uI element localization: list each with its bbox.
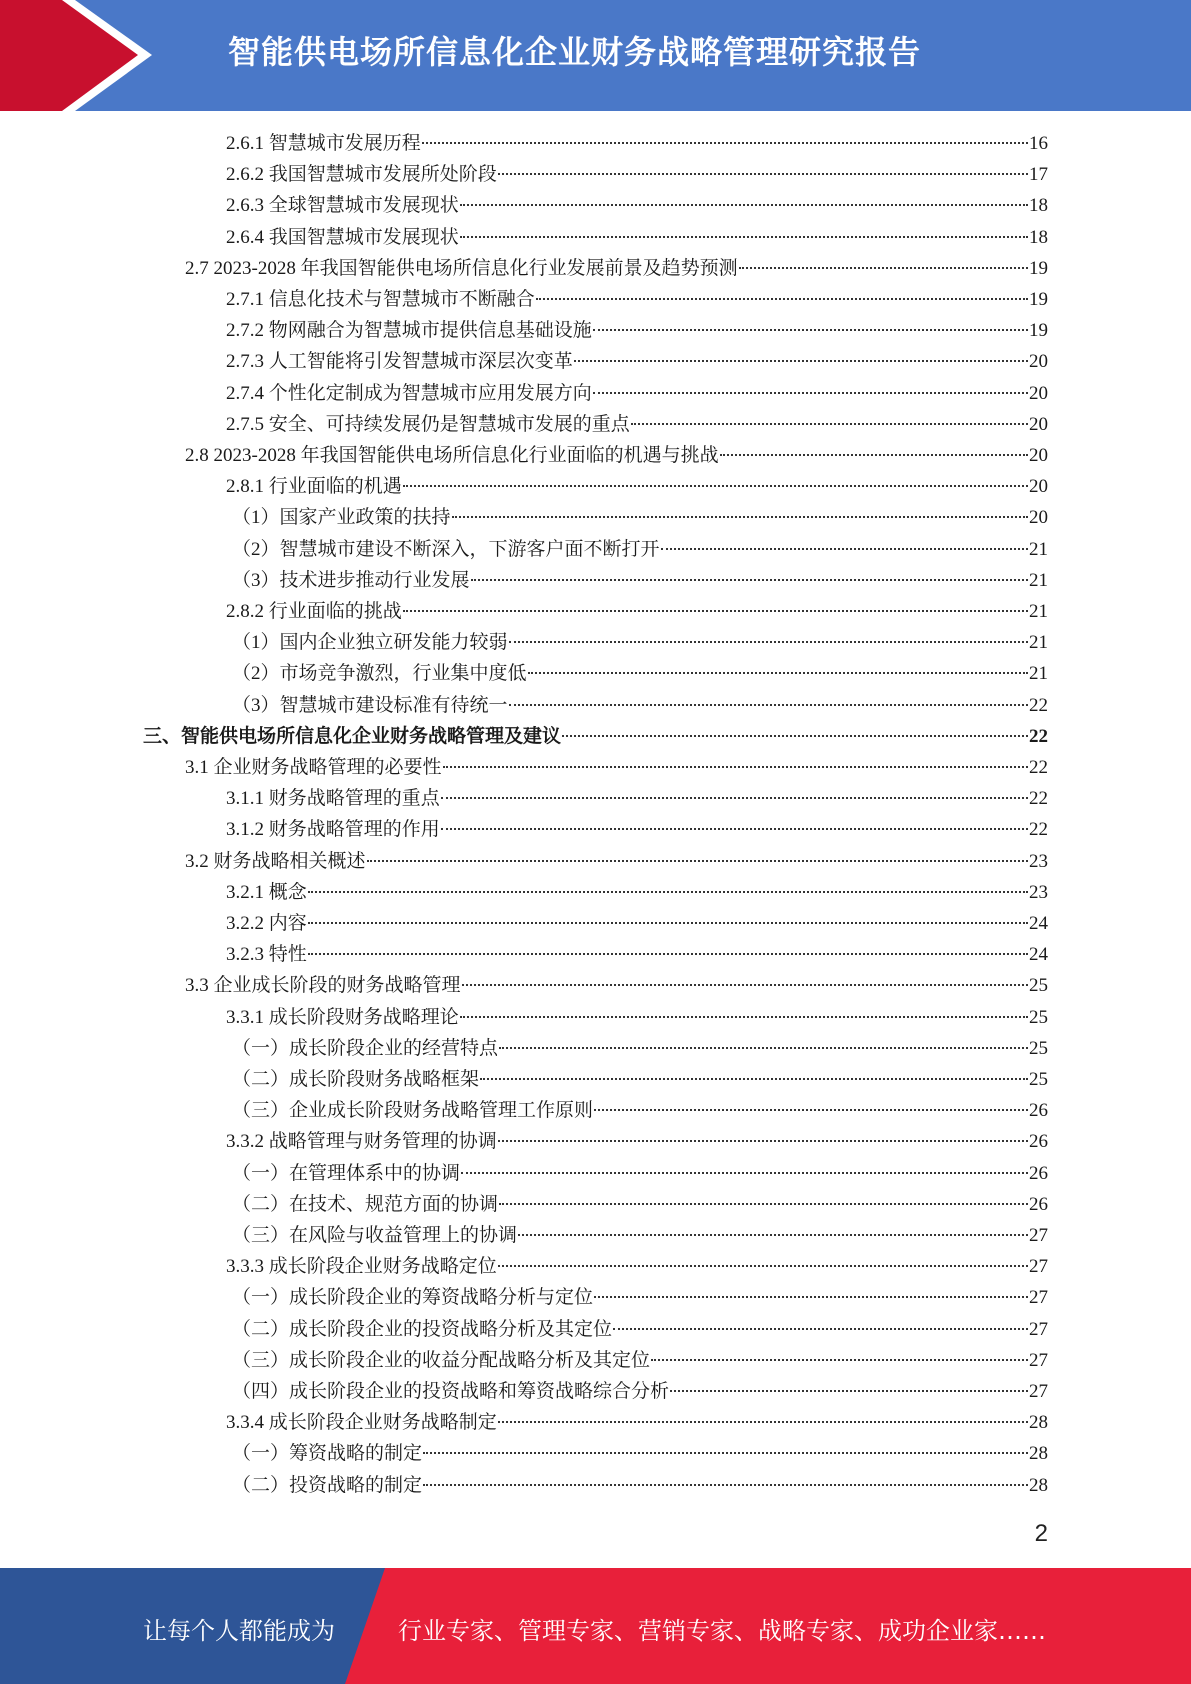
toc-leader-dots xyxy=(498,1421,1028,1423)
toc-leader-dots xyxy=(651,1359,1028,1361)
toc-entry[interactable] xyxy=(185,440,1048,471)
toc-entry-page: 27 xyxy=(1029,1318,1048,1340)
page-number: 2 xyxy=(1034,1520,1048,1547)
toc-entry-title: （三）成长阶段企业的收益分配战略分析及其定位 xyxy=(232,1349,651,1371)
toc-entry-page: 25 xyxy=(1029,1037,1048,1059)
toc-entry-title: （1）国内企业独立研发能力较弱 xyxy=(232,632,508,654)
toc-entry[interactable] xyxy=(226,190,1048,221)
toc-leader-dots xyxy=(670,1390,1028,1392)
toc-leader-dots xyxy=(422,142,1028,144)
toc-leader-dots xyxy=(536,298,1028,300)
toc-entry-page: 19 xyxy=(1029,257,1048,279)
toc-entry-title: （一）成长阶段企业的筹资战略分析与定位 xyxy=(232,1287,594,1309)
toc-leader-dots xyxy=(613,1328,1028,1330)
toc-entry-page: 26 xyxy=(1029,1131,1048,1153)
toc-entry[interactable] xyxy=(226,409,1048,440)
toc-entry-page: 19 xyxy=(1029,289,1048,310)
toc-entry-page: 24 xyxy=(1029,944,1048,966)
toc-entry-title: 2.7.1 信息化技术与智慧城市不断融合 xyxy=(226,289,535,310)
toc-entry-page: 27 xyxy=(1029,1225,1048,1246)
toc-entry-title: 2.7.4 个性化定制成为智慧城市应用发展方向 xyxy=(226,382,592,404)
toc-entry[interactable] xyxy=(226,222,1048,253)
toc-entry-page: 19 xyxy=(1029,320,1048,342)
toc-entry-page: 20 xyxy=(1029,507,1048,529)
toc-leader-dots xyxy=(471,579,1028,581)
toc-entry[interactable] xyxy=(185,970,1048,1001)
footer-slogan-left: 让每个人都能成为 xyxy=(143,1617,335,1645)
toc-entry[interactable] xyxy=(232,1189,1048,1220)
toc-entry-page: 27 xyxy=(1029,1287,1048,1309)
toc-entry-title: （2）智慧城市建设不断深入，下游客户面不断打开 xyxy=(232,538,660,560)
toc-leader-dots xyxy=(498,1265,1028,1267)
toc-leader-dots xyxy=(367,860,1028,862)
toc-entry-title: （二）成长阶段财务战略框架 xyxy=(232,1069,480,1090)
toc-entry-title: 2.6.3 全球智慧城市发展现状 xyxy=(226,195,459,217)
toc-entry-title: 3.1.2 财务战略管理的作用 xyxy=(226,819,440,841)
toc-entry[interactable] xyxy=(185,253,1048,284)
toc-leader-dots xyxy=(739,267,1028,269)
toc-entry[interactable] xyxy=(232,1158,1048,1189)
toc-leader-dots xyxy=(460,204,1028,206)
toc-entry[interactable] xyxy=(226,1251,1048,1282)
toc-entry-title: （一）成长阶段企业的经营特点 xyxy=(232,1037,499,1059)
toc-entry[interactable] xyxy=(232,534,1048,565)
toc-entry-title: 3.3.4 成长阶段企业财务战略制定 xyxy=(226,1412,497,1434)
toc-leader-dots xyxy=(423,1484,1028,1486)
toc-entry[interactable] xyxy=(232,1033,1048,1064)
toc-entry-title: （2）市场竞争激烈，行业集中度低 xyxy=(232,663,527,685)
toc-entry[interactable] xyxy=(226,1407,1048,1438)
toc-entry-title: 三、智能供电场所信息化企业财务战略管理及建议 xyxy=(143,725,562,747)
toc-entry-title: （3）技术进步推动行业发展 xyxy=(232,569,470,591)
toc-entry-page: 18 xyxy=(1029,226,1048,248)
toc-leader-dots xyxy=(574,360,1028,362)
toc-entry-title: （二）投资战略的制定 xyxy=(232,1474,423,1496)
toc-entry-page: 20 xyxy=(1029,382,1048,404)
toc-entry[interactable] xyxy=(232,565,1048,596)
toc-leader-dots xyxy=(441,797,1028,799)
toc-leader-dots xyxy=(452,516,1028,518)
toc-entry-page: 25 xyxy=(1029,1069,1048,1090)
toc-leader-dots xyxy=(720,454,1028,456)
toc-entry[interactable] xyxy=(232,1282,1048,1313)
toc-entry-title: （3）智慧城市建设标准有待统一 xyxy=(232,694,508,716)
toc-entry-page: 24 xyxy=(1029,913,1048,934)
toc-leader-dots xyxy=(308,891,1028,893)
toc-leader-dots xyxy=(403,610,1028,612)
toc-entry-title: 2.7.3 人工智能将引发智慧城市深层次变革 xyxy=(226,351,573,373)
toc-leader-dots xyxy=(460,1016,1028,1018)
toc-entry-title: （三）企业成长阶段财务战略管理工作原则 xyxy=(232,1100,594,1122)
toc-entry-title: 2.7 2023-2028 年我国智能供电场所信息化行业发展前景及趋势预测 xyxy=(185,257,738,279)
toc-entry-page: 16 xyxy=(1029,133,1048,154)
toc-leader-dots xyxy=(661,548,1028,550)
toc-entry-title: 2.8.1 行业面临的机遇 xyxy=(226,476,402,498)
toc-entry-title: 2.8 2023-2028 年我国智能供电场所信息化行业面临的机遇与挑战 xyxy=(185,445,719,466)
header-arrow-red xyxy=(0,0,138,111)
toc-leader-dots xyxy=(509,641,1028,643)
toc-entry-page: 28 xyxy=(1029,1443,1048,1465)
toc-leader-dots xyxy=(480,1078,1028,1080)
toc-entry-page: 20 xyxy=(1029,476,1048,498)
toc-entry-page: 27 xyxy=(1029,1349,1048,1371)
toc-entry-title: 3.3.1 成长阶段财务战略理论 xyxy=(226,1006,459,1028)
footer-slogan-right: 行业专家、管理专家、营销专家、战略专家、成功企业家…… xyxy=(398,1617,1046,1645)
toc-entry-page: 21 xyxy=(1029,601,1048,622)
toc-entry[interactable] xyxy=(226,159,1048,190)
toc-entry-page: 17 xyxy=(1029,164,1048,186)
toc-entry-title: （三）在风险与收益管理上的协调 xyxy=(232,1225,518,1246)
toc-entry-page: 25 xyxy=(1029,1006,1048,1028)
toc-entry-page: 27 xyxy=(1029,1256,1048,1278)
toc-entry-title: 2.6.4 我国智慧城市发展现状 xyxy=(226,226,459,248)
toc-entry[interactable] xyxy=(226,1002,1048,1033)
toc-leader-dots xyxy=(594,1296,1028,1298)
toc-entry-page: 21 xyxy=(1029,538,1048,560)
toc-entry-page: 21 xyxy=(1029,632,1048,654)
toc-entry[interactable] xyxy=(226,596,1048,627)
toc-entry-title: 3.1.1 财务战略管理的重点 xyxy=(226,788,440,810)
toc-entry-page: 18 xyxy=(1029,195,1048,217)
toc-entry-title: 2.6.2 我国智慧城市发展所处阶段 xyxy=(226,164,497,186)
toc-leader-dots xyxy=(460,236,1028,238)
toc-entry-title: 3.3.3 成长阶段企业财务战略定位 xyxy=(226,1256,497,1278)
toc-entry[interactable] xyxy=(232,627,1048,658)
toc-entry-page: 21 xyxy=(1029,663,1048,685)
toc-entry[interactable] xyxy=(232,1314,1048,1345)
toc-entry[interactable] xyxy=(143,721,1048,752)
toc-entry[interactable] xyxy=(232,690,1048,721)
toc-entry[interactable] xyxy=(232,1345,1048,1376)
toc-leader-dots xyxy=(528,672,1028,674)
toc-leader-dots xyxy=(499,1203,1028,1205)
toc-entry-title: 3.1 企业财务战略管理的必要性 xyxy=(185,757,442,778)
toc-entry[interactable] xyxy=(232,658,1048,689)
toc-leader-dots xyxy=(308,922,1028,924)
toc-entry-title: 2.7.2 物网融合为智慧城市提供信息基础设施 xyxy=(226,320,592,342)
toc-entry-title: 3.2.3 特性 xyxy=(226,944,307,966)
toc-entry-page: 22 xyxy=(1029,757,1048,778)
toc-entry-title: 3.3 企业成长阶段的财务战略管理 xyxy=(185,975,461,997)
toc-entry-page: 22 xyxy=(1029,725,1048,747)
toc-entry-page: 23 xyxy=(1029,850,1048,872)
toc-leader-dots xyxy=(441,828,1028,830)
toc-entry[interactable] xyxy=(226,814,1048,845)
toc-leader-dots xyxy=(518,1234,1028,1236)
toc-entry-title: （一）筹资战略的制定 xyxy=(232,1443,423,1465)
toc-entry-page: 26 xyxy=(1029,1162,1048,1184)
toc-entry[interactable] xyxy=(226,877,1048,908)
toc-leader-dots xyxy=(631,423,1028,425)
toc-entry-title: （二）在技术、规范方面的协调 xyxy=(232,1193,499,1215)
toc-entry-page: 28 xyxy=(1029,1474,1048,1496)
toc-leader-dots xyxy=(594,1109,1028,1111)
toc-entry-title: （四）成长阶段企业的投资战略和筹资战略综合分析 xyxy=(232,1381,670,1402)
toc-entry-page: 22 xyxy=(1029,788,1048,810)
toc-entry[interactable] xyxy=(226,908,1048,939)
toc-entry[interactable] xyxy=(185,752,1048,783)
toc-entry-page: 21 xyxy=(1029,569,1048,591)
toc-entry[interactable] xyxy=(226,315,1048,346)
toc-entry[interactable] xyxy=(226,939,1048,970)
toc-entry-page: 20 xyxy=(1029,445,1048,466)
toc-entry-title: 3.2.2 内容 xyxy=(226,913,307,934)
toc-leader-dots xyxy=(509,704,1028,706)
toc-entry-title: 3.2.1 概念 xyxy=(226,881,307,903)
toc-leader-dots xyxy=(593,392,1028,394)
toc-entry-title: 3.3.2 战略管理与财务管理的协调 xyxy=(226,1131,497,1153)
toc-entry-title: （一）在管理体系中的协调 xyxy=(232,1162,461,1184)
toc-entry-page: 20 xyxy=(1029,413,1048,435)
toc-entry-page: 27 xyxy=(1029,1381,1048,1402)
toc-entry-page: 28 xyxy=(1029,1412,1048,1434)
toc-leader-dots xyxy=(308,953,1028,955)
document-title: 智能供电场所信息化企业财务战略管理研究报告 xyxy=(228,33,922,71)
toc-leader-dots xyxy=(499,1047,1028,1049)
toc-leader-dots xyxy=(562,735,1028,737)
toc-entry-page: 22 xyxy=(1029,819,1048,841)
toc-leader-dots xyxy=(593,329,1028,331)
toc-entry[interactable] xyxy=(226,346,1048,377)
toc-entry[interactable] xyxy=(226,128,1048,159)
toc-entry-page: 26 xyxy=(1029,1193,1048,1215)
toc-entry-title: （二）成长阶段企业的投资战略分析及其定位 xyxy=(232,1318,613,1340)
toc-leader-dots xyxy=(443,766,1028,768)
toc-entry-title: 2.6.1 智慧城市发展历程 xyxy=(226,133,421,154)
toc-entry[interactable] xyxy=(232,1438,1048,1469)
toc-leader-dots xyxy=(498,1140,1028,1142)
toc-entry[interactable] xyxy=(226,471,1048,502)
toc-entry[interactable] xyxy=(226,284,1048,315)
toc-entry[interactable] xyxy=(232,1095,1048,1126)
toc-entry[interactable] xyxy=(226,1126,1048,1157)
toc-entry-page: 23 xyxy=(1029,881,1048,903)
toc-entry[interactable] xyxy=(232,1064,1048,1095)
toc-entry-title: 3.2 财务战略相关概述 xyxy=(185,850,366,872)
page-footer xyxy=(0,1568,1191,1684)
toc-entry-page: 22 xyxy=(1029,694,1048,716)
toc-entry-page: 25 xyxy=(1029,975,1048,997)
toc-leader-dots xyxy=(403,485,1028,487)
toc-entry[interactable] xyxy=(232,1376,1048,1407)
page-header xyxy=(0,0,1191,111)
toc-entry[interactable] xyxy=(232,502,1048,533)
toc-leader-dots xyxy=(462,984,1028,986)
toc-leader-dots xyxy=(423,1452,1028,1454)
toc-entry[interactable] xyxy=(232,1220,1048,1251)
toc-leader-dots xyxy=(498,173,1028,175)
toc-entry-title: 2.7.5 安全、可持续发展仍是智慧城市发展的重点 xyxy=(226,413,630,435)
toc-entry-title: 2.8.2 行业面临的挑战 xyxy=(226,601,402,622)
toc-entry[interactable] xyxy=(226,783,1048,814)
toc-entry-title: （1）国家产业政策的扶持 xyxy=(232,507,451,529)
header-arrow-icon xyxy=(0,0,160,111)
toc-entry[interactable] xyxy=(185,846,1048,877)
toc-entry-page: 26 xyxy=(1029,1100,1048,1122)
toc-entry[interactable] xyxy=(232,1470,1048,1501)
toc-entry-page: 20 xyxy=(1029,351,1048,373)
toc-leader-dots xyxy=(461,1172,1028,1174)
toc-entry[interactable] xyxy=(226,378,1048,409)
